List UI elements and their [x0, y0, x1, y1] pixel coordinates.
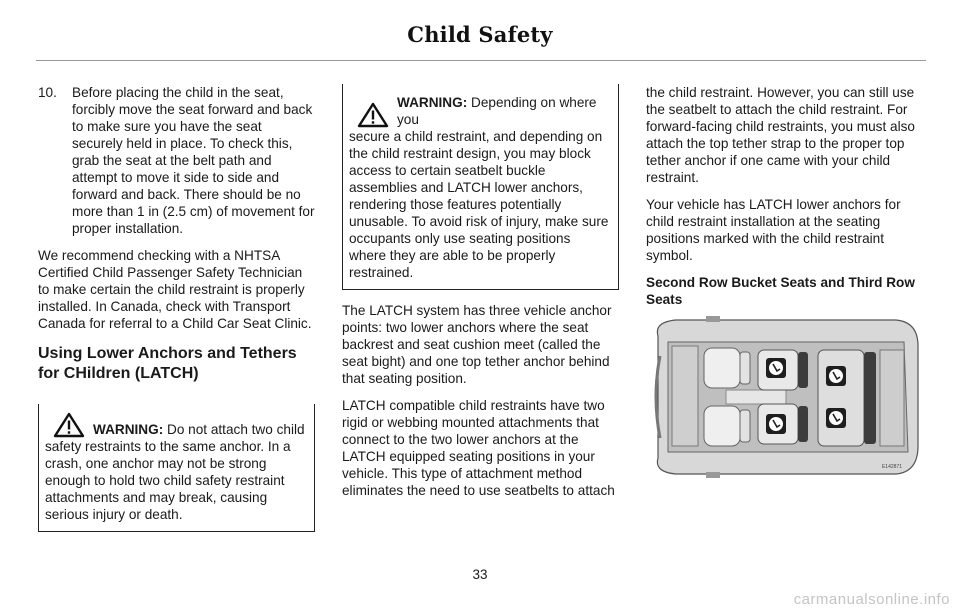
child-seat-icon: [766, 358, 786, 378]
watermark: carmanualsonline.info: [793, 591, 950, 608]
child-seat-icon: [826, 408, 846, 428]
child-seat-icon: [826, 366, 846, 386]
step-text: Before placing the child in the seat, forcibly move the seat forward and back to make sure you have the seat securely held in place. To check this, grab the seat at the belt path and attempt to move it side to side and forward and back. There should be no more than 1 in (2.5 cm) of movement for proper installation.: [72, 85, 315, 236]
page-title: Child Safety: [407, 22, 553, 47]
warning-triangle-icon: [357, 102, 389, 128]
warning-label: WARNING:: [397, 95, 468, 110]
page-number: 33: [472, 567, 488, 582]
warning-box: [342, 84, 619, 290]
column-1: [38, 84, 315, 544]
section-heading: Using Lower Anchors and Tethers for CHildren (LATCH): [38, 345, 297, 382]
anchor-paragraph: Your vehicle has LATCH lower anchors for child restraint installation at the seating positions marked with the child restraint symbol.: [646, 197, 901, 263]
warning-text: safety restraints to the same anchor. In a crash, one anchor may not be strong enough to hold two child safety restraint attachments and may break, causing serious injury or death.: [45, 439, 291, 522]
warning-first-line: Do not attach two child: [167, 422, 305, 437]
column-2: [342, 84, 619, 509]
vehicle-seating-diagram: [646, 316, 924, 478]
vehicle-top-view-image: [646, 316, 924, 478]
numbered-step: [38, 84, 315, 237]
column-3: [646, 84, 923, 478]
figure-id: E142871: [881, 464, 902, 470]
warning-triangle-icon: [53, 412, 85, 438]
warning-box: [38, 404, 315, 532]
warning-first-line: Depending on where you: [397, 95, 597, 127]
latch-paragraph-1: The LATCH system has three vehicle anchor points: two lower anchors where the seat backrest and seat cushion meet (called the seat bight) and one top tether anchor behind that seating position.: [342, 303, 612, 386]
warning-label: WARNING:: [93, 422, 164, 437]
continued-paragraph: the child restraint. However, you can still use the seatbelt to attach the child restraint. For forward-facing child restraints, you must also attach the top tether strap to the proper top tether anchor if one came with your child restraint.: [646, 85, 915, 185]
warning-text: secure a child restraint, and depending on the child restraint design, you may block access to certain seatbelt buckle assemblies and LATCH lower anchors, rendering those features potentially unusable. To avoid risk of injury, make sure occupants only use seating positions where they are able to be properly restrained.: [349, 129, 609, 280]
title-divider: [36, 60, 926, 61]
step-number: 10.: [38, 85, 57, 100]
latch-paragraph-2: LATCH compatible child restraints have two rigid or webbing mounted attachments that connect to the two lower anchors at the LATCH equipped seating positions in your vehicle. This type of attachment method eliminates the need to use seatbelts to attach: [342, 398, 615, 498]
seats-subheading: Second Row Bucket Seats and Third Row Seats: [646, 275, 915, 307]
child-seat-icon: [766, 414, 786, 434]
recommendation-paragraph: We recommend checking with a NHTSA Certified Child Passenger Safety Technician to make certain the child restraint is properly installed. In Canada, check with Transport Canada for referral to a Child Car Seat Clinic.: [38, 248, 312, 331]
